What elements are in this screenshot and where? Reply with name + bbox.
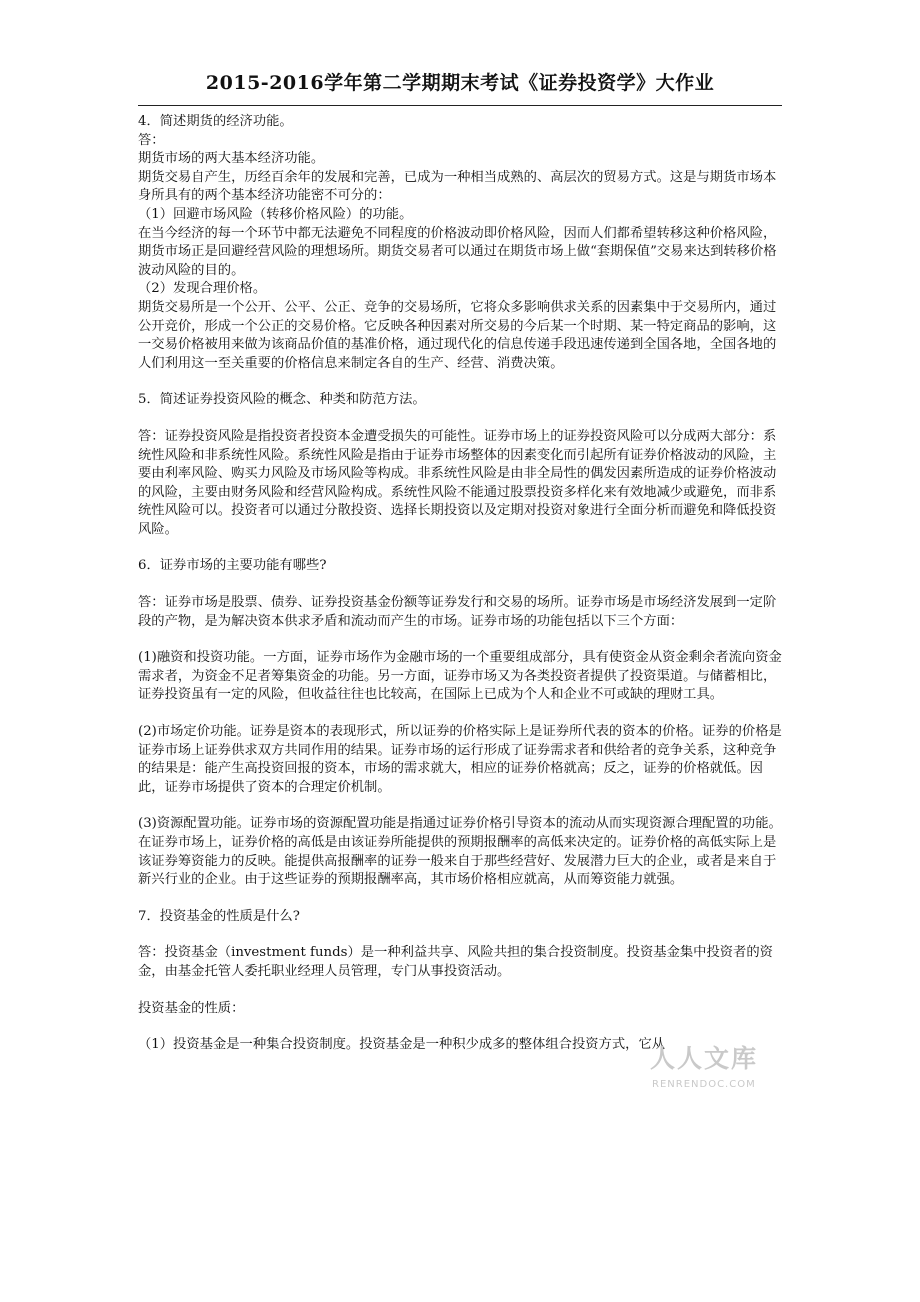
watermark-text: 人人文库 (650, 1044, 759, 1073)
body-paragraph: 期货交易自产生，历经百余年的发展和完善，已成为一种相当成熟的、高层次的贸易方式。这是与期货市场本身所具有的两个基本经济功能密不可分的： (138, 169, 777, 204)
body-paragraph: 答：证券市场是股票、债券、证券投资基金份额等证券发行和交易的场所。证券市场是市场经济发展到一定阶段的产物，是为解决资本供求矛盾和流动而产生的市场。证券市场的功能包括以下三个方面： (138, 595, 777, 629)
title-underline (138, 105, 782, 106)
body-paragraph: （2）发现合理价格。 (138, 281, 267, 297)
question-4-heading: 4．简述期货的经济功能。 (138, 114, 293, 129)
body-paragraph: 期货市场的两大基本经济功能。 (138, 151, 325, 167)
document-title: 2015-2016学年第二学期期末考试《证券投资学》大作业 (205, 72, 715, 94)
question-7-heading: 7．投资基金的性质是什么? (138, 908, 300, 924)
body-paragraph: 期货交易所是一个公开、公平、公正、竞争的交易场所，它将众多影响供求关系的因素集中于交易所内，通过公开竞价，形成一个公正的交易价格。它反映各种因素对所交易的今后某一个时期、某一特定商品的影响，这一交易价格被用来做为该商品价值的基准价格，通过现代化的信息传递手段迅速传递到全国各地，全国各地的人们利用这一至关重要的价格信息来制定各自的生产、经营、消费决策。 (138, 299, 777, 371)
watermark-url: RENRENDOC.COM (652, 1079, 756, 1090)
body-paragraph: 在当今经济的每一个环节中都无法避免不同程度的价格波动即价格风险，因而人们都希望转移这种价格风险，期货市场正是回避经营风险的理想场所。期货交易者可以通过在期货市场上做“套期保值”交易来达到转移价格波动风险的目的。 (138, 225, 777, 278)
body-paragraph: （1）投资基金是一种集合投资制度。投资基金是一种积少成多的整体组合投资方式，它从 (138, 1037, 666, 1053)
watermark-logo (650, 1043, 770, 1099)
body-paragraph: (3)资源配置功能。证券市场的资源配置功能是指通过证券价格引导资本的流动从而实现资源合理配置的功能。在证券市场上，证券价格的高低是由该证券所能提供的预期报酬率的高低来决定的。证券价格的高低实际上是该证券筹资能力的反映。能提供高报酬率的证券一般来自于那些经营好、发展潜力巨大的企业，或者是来自于新兴行业的企业。由于这些证券的预期报酬率高，其市场价格相应就高，从而筹资能力就强。 (138, 816, 782, 888)
body-paragraph: (1)融资和投资功能。一方面，证券市场作为金融市场的一个重要组成部分，具有使资金从资金剩余者流向资金需求者，为资金不足者筹集资金的功能。另一方面，证券市场又为各类投资者提供了投资渠道。与储蓄相比，证券投资虽有一定的风险，但收益往往也比较高，在国际上已成为个人和企业不可或缺的理财工具。 (138, 650, 782, 703)
body-paragraph: 答：投资基金（investment funds）是一种利益共享、风险共担的集合投资制度。投资基金集中投资者的资金，由基金托管人委托职业经理人员管理，专门从事投资活动。 (138, 945, 773, 979)
body-paragraph: 答：证券投资风险是指投资者投资本金遭受损失的可能性。证券市场上的证券投资风险可以分成两大部分：系统性风险和非系统性风险。系统性风险是指由于证券市场整体的因素变化而引起所有证券价格波动的风险，主要由利率风险、购买力风险及市场风险等构成。非系统性风险是由非全局性的偶发因素所造成的证券价格波动的风险，主要由财务风险和经营风险构成。系统性风险不能通过股票投资多样化来有效地减少或避免，而非系统性风险可以。投资者可以通过分散投资、选择长期投资以及定期对投资对象进行全面分析而避免和降低投资风险。 (138, 428, 777, 537)
answer-label: 答： (138, 132, 165, 148)
body-paragraph: （1）回避市场风险（转移价格风险）的功能。 (138, 206, 413, 222)
question-6-heading: 6．证券市场的主要功能有哪些? (138, 558, 327, 574)
document-body (138, 113, 784, 1055)
body-paragraph: 投资基金的性质： (138, 1000, 245, 1016)
question-5-heading: 5．简述证券投资风险的概念、种类和防范方法。 (138, 392, 426, 408)
body-paragraph: (2)市场定价功能。证券是资本的表现形式，所以证券的价格实际上是证券所代表的资本的价格。证券的价格是证券市场上证券供求双方共同作用的结果。证券市场的运行形成了证券需求者和供给者的竞争关系，这种竞争的结果是：能产生高投资回报的资本，市场的需求就大，相应的证券价格就高；反之，证券的价格就低。因此，证券市场提供了资本的合理定价机制。 (138, 724, 782, 795)
